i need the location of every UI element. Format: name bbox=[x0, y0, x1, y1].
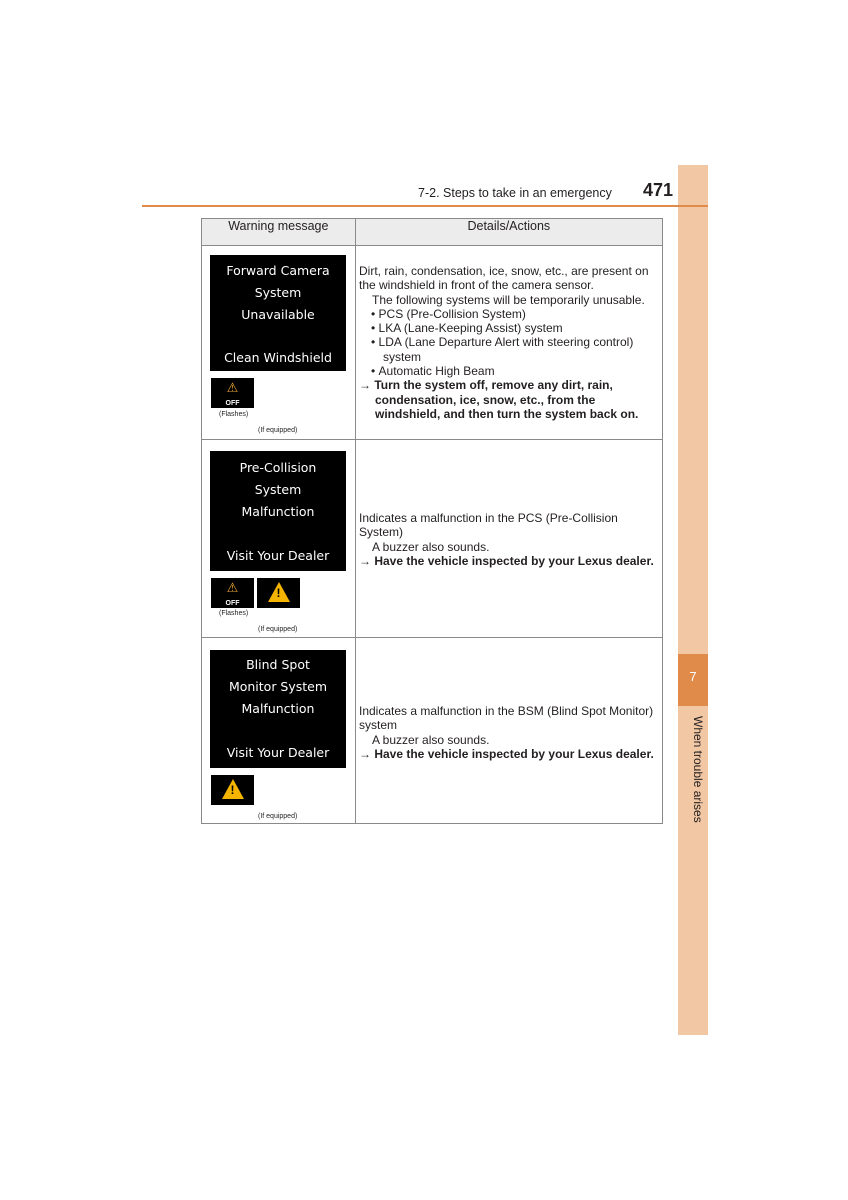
screen-line: Blind Spot bbox=[246, 657, 310, 672]
equipped-note: (If equipped) bbox=[258, 427, 298, 434]
screen-line: Malfunction bbox=[241, 701, 315, 716]
list-item: • PCS (Pre-Collision System) bbox=[371, 306, 526, 321]
screen-line: System bbox=[254, 482, 302, 497]
chapter-title: When trouble arises bbox=[691, 716, 705, 823]
details-cell: Indicates a malfunction in the BSM (Blind Spot Monitor) system A buzzer also sounds. → Have the vehicle inspected by your Lexus dealer. bbox=[359, 704, 657, 761]
camera-off-icon: ⚠ OFF bbox=[211, 578, 254, 608]
chapter-number-tab: 7 bbox=[678, 654, 708, 706]
screen-line: System bbox=[254, 285, 302, 300]
display-screen-blind-spot bbox=[210, 650, 346, 768]
screen-line: Visit Your Dealer bbox=[226, 548, 330, 563]
equipped-note: (If equipped) bbox=[258, 813, 298, 820]
screen-line: Pre-Collision bbox=[239, 460, 317, 475]
screen-line: Visit Your Dealer bbox=[226, 745, 330, 760]
list-item: • Automatic High Beam bbox=[371, 364, 495, 379]
flashes-note: (Flashes) bbox=[219, 411, 249, 418]
equipped-note: (If equipped) bbox=[258, 626, 298, 633]
screen-line: Forward Camera bbox=[226, 263, 330, 278]
section-title: 7-2. Steps to take in an emergency bbox=[418, 186, 612, 200]
flashes-note: (Flashes) bbox=[219, 610, 249, 617]
display-screen-pre-collision bbox=[210, 451, 346, 571]
list-item: • LDA (Lane Departure Alert with steering control) system bbox=[371, 335, 634, 364]
details-cell: Dirt, rain, condensation, ice, snow, etc., are present on the windshield in front of the camera sensor. The following systems will be temporarily unusable. • PCS (Pre-Collision System) • LKA (Lane-Keeping Assist) system • LDA (Lane Departure Alert with steering control) system • Automatic High Beam → Turn the system off, remove any dirt, rain, condensation, ice, snow, etc., from the windshield, and then turn the system back on. bbox=[359, 264, 657, 421]
screen-line: Malfunction bbox=[241, 504, 315, 519]
action-text: → Turn the system off, remove any dirt, rain, condensation, ice, snow, etc., from the windshield, and then turn the system back on. bbox=[359, 378, 639, 421]
camera-off-icon: ⚠ OFF bbox=[211, 378, 254, 408]
screen-line: Monitor System bbox=[228, 679, 328, 694]
table-header-row bbox=[202, 219, 663, 246]
list-item: • LKA (Lane-Keeping Assist) system bbox=[371, 321, 563, 336]
header-rule bbox=[142, 205, 708, 207]
page-number: 471 bbox=[643, 180, 674, 200]
column-header-details: Details/Actions bbox=[355, 219, 662, 246]
chapter-sidebar bbox=[678, 165, 708, 1035]
details-cell: Indicates a malfunction in the PCS (Pre-Collision System) A buzzer also sounds. → Have the vehicle inspected by your Lexus dealer. bbox=[359, 511, 657, 568]
screen-line: Unavailable bbox=[241, 307, 315, 322]
warning-triangle-icon: ! bbox=[257, 578, 300, 608]
column-header-warning: Warning message bbox=[202, 219, 356, 246]
screen-line: Clean Windshield bbox=[224, 350, 332, 365]
action-text: → Have the vehicle inspected by your Lexus dealer. bbox=[359, 553, 654, 568]
display-screen-forward-camera bbox=[210, 255, 346, 371]
action-text: → Have the vehicle inspected by your Lexus dealer. bbox=[359, 746, 654, 761]
warning-triangle-icon: ! bbox=[211, 775, 254, 805]
